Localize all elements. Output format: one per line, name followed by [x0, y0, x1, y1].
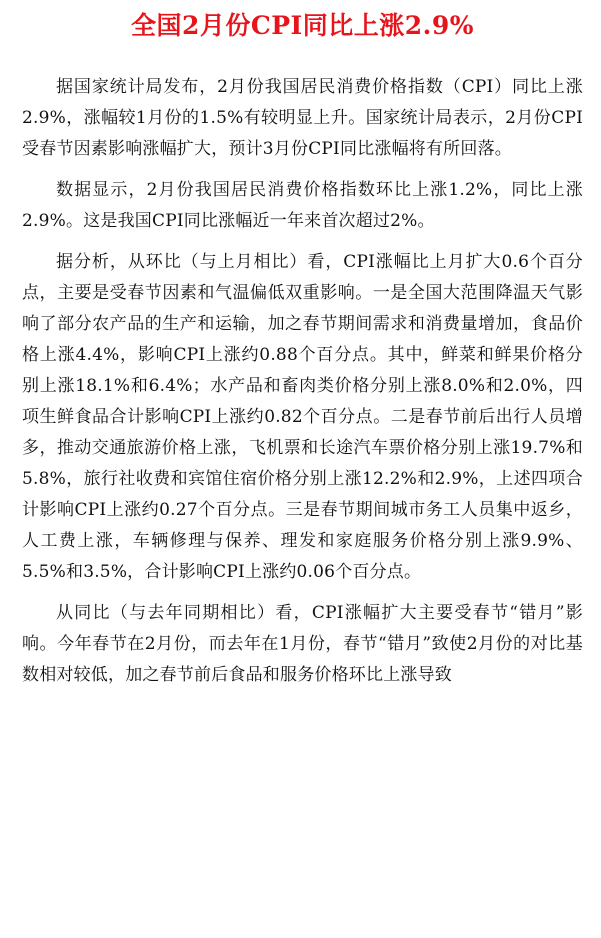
paragraph-2: 数据显示，2月份我国居民消费价格指数环比上涨1.2%，同比上涨2.9%。这是我国CPI同比涨幅近一年来首次超过2%。	[22, 180, 583, 231]
paragraph-4: 从同比（与去年同期相比）看，CPI涨幅扩大主要受春节“错月”影响。今年春节在2月份，而去年在1月份，春节“错月”致使2月份的对比基数相对较低，加之春节前后食品和服务价格环比上涨导致	[22, 603, 583, 685]
document-body	[22, 72, 583, 691]
paragraph-3: 据分析，从环比（与上月相比）看，CPI涨幅比上月扩大0.6个百分点，主要是受春节因素和气温偏低双重影响。一是全国大范围降温天气影响了部分农产品的生产和运输，加之春节期间需求和消费量增加，食品价格上涨4.4%，影响CPI上涨约0.88个百分点。其中，鲜菜和鲜果价格分别上涨18.1%和6.4%；水产品和畜肉类价格分别上涨8.0%和2.0%，四项生鲜食品合计影响CPI上涨约0.82个百分点。二是春节前后出行人员增多，推动交通旅游价格上涨，飞机票和长途汽车票价格分别上涨19.7%和5.8%，旅行社收费和宾馆住宿价格分别上涨12.2%和2.9%，上述四项合计影响CPI上涨约0.27个百分点。三是春节期间城市务工人员集中返乡，人工费上涨，车辆修理与保养、理发和家庭服务价格分别上涨9.9%、5.5%和3.5%，合计影响CPI上涨约0.06个百分点。	[22, 252, 583, 582]
paragraph-1: 据国家统计局发布，2月份我国居民消费价格指数（CPI）同比上涨2.9%，涨幅较1月份的1.5%有较明显上升。国家统计局表示，2月份CPI受春节因素影响涨幅扩大，预计3月份CPI同比涨幅将有所回落。	[22, 77, 583, 159]
document-title: 全国2月份CPI同比上涨2.9%	[130, 11, 475, 40]
